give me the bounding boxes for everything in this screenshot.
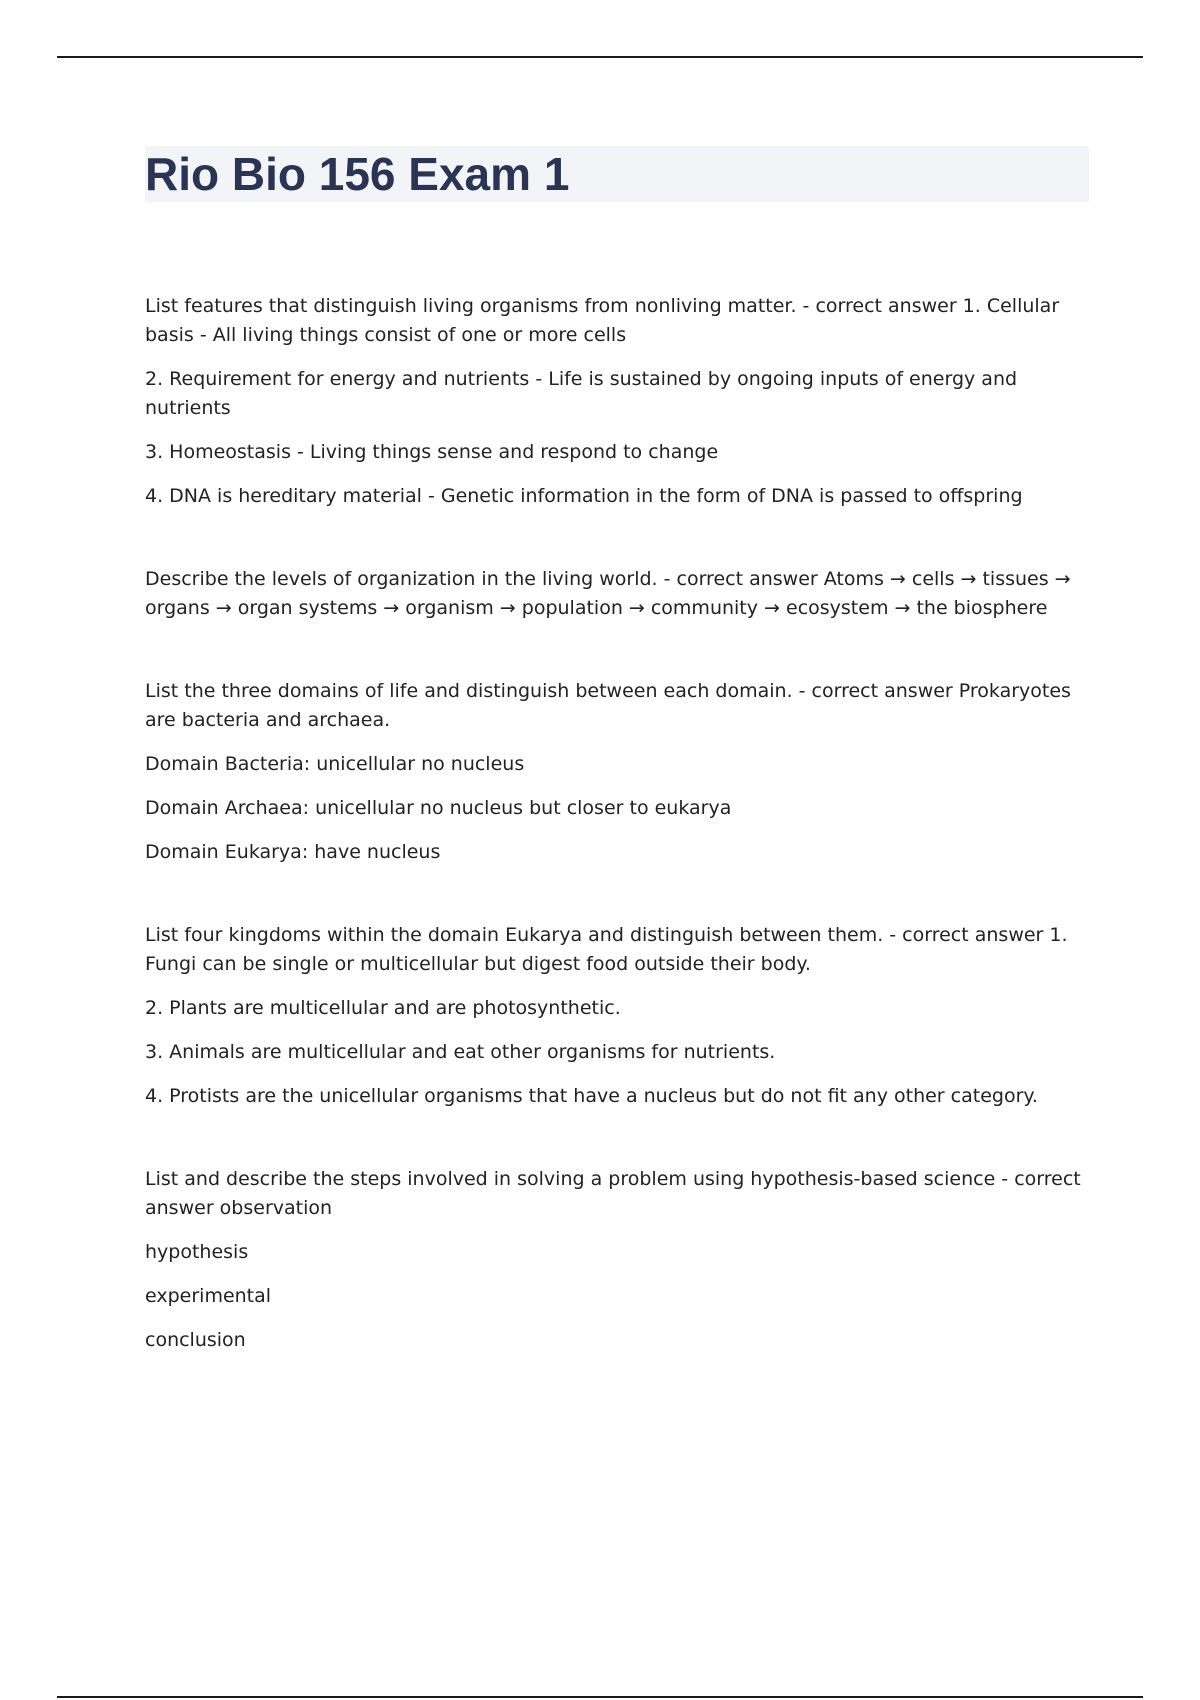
flashcard-4 [145, 921, 1091, 1111]
bottom-divider [57, 1696, 1143, 1698]
flashcard-1-line-2: 2. Requirement for energy and nutrients - Life is sustained by ongoing inputs of energy and nutrients [145, 368, 1018, 419]
flashcard-3-line-2: Domain Bacteria: unicellular no nucleus [145, 753, 525, 775]
flashcard-5-line-3: experimental [145, 1285, 272, 1307]
document-title: Rio Bio 156 Exam 1 [145, 148, 570, 200]
flashcard-4-line-4: 4. Protists are the unicellular organisms that have a nucleus but do not fit any other category. [145, 1085, 1038, 1107]
flashcard-1 [145, 292, 1091, 511]
flashcard-3 [145, 677, 1091, 867]
flashcard-list [145, 292, 1091, 1409]
flashcard-1-line-3: 3. Homeostasis - Living things sense and respond to change [145, 441, 719, 463]
flashcard-5-line-2: hypothesis [145, 1241, 249, 1263]
flashcard-4-line-3: 3. Animals are multicellular and eat other organisms for nutrients. [145, 1041, 776, 1063]
flashcard-1-question-answer: List features that distinguish living organisms from nonliving matter. - correct answer 1. Cellular basis - All living things consist of one or more cells [145, 295, 1060, 346]
flashcard-2 [145, 565, 1091, 623]
flashcard-1-line-4: 4. DNA is hereditary material - Genetic information in the form of DNA is passed to offspring [145, 485, 1023, 507]
flashcard-5 [145, 1165, 1091, 1355]
flashcard-5-question-answer: List and describe the steps involved in solving a problem using hypothesis-based science - correct answer observation [145, 1168, 1081, 1219]
flashcard-4-question-answer: List four kingdoms within the domain Eukarya and distinguish between them. - correct answer 1. Fungi can be single or multicellular but digest food outside their body. [145, 924, 1068, 975]
flashcard-3-question-answer: List the three domains of life and distinguish between each domain. - correct answer Prokaryotes are bacteria and archaea. [145, 680, 1071, 731]
top-divider [57, 56, 1143, 58]
flashcard-4-line-2: 2. Plants are multicellular and are photosynthetic. [145, 997, 621, 1019]
flashcard-5-line-4: conclusion [145, 1329, 246, 1351]
flashcard-3-line-4: Domain Eukarya: have nucleus [145, 841, 441, 863]
flashcard-2-question-answer: Describe the levels of organization in the living world. - correct answer Atoms → cells → tissues → organs → organ systems → organism → population → community → ecosystem → the biosphere [145, 568, 1071, 619]
flashcard-3-line-3: Domain Archaea: unicellular no nucleus but closer to eukarya [145, 797, 732, 819]
